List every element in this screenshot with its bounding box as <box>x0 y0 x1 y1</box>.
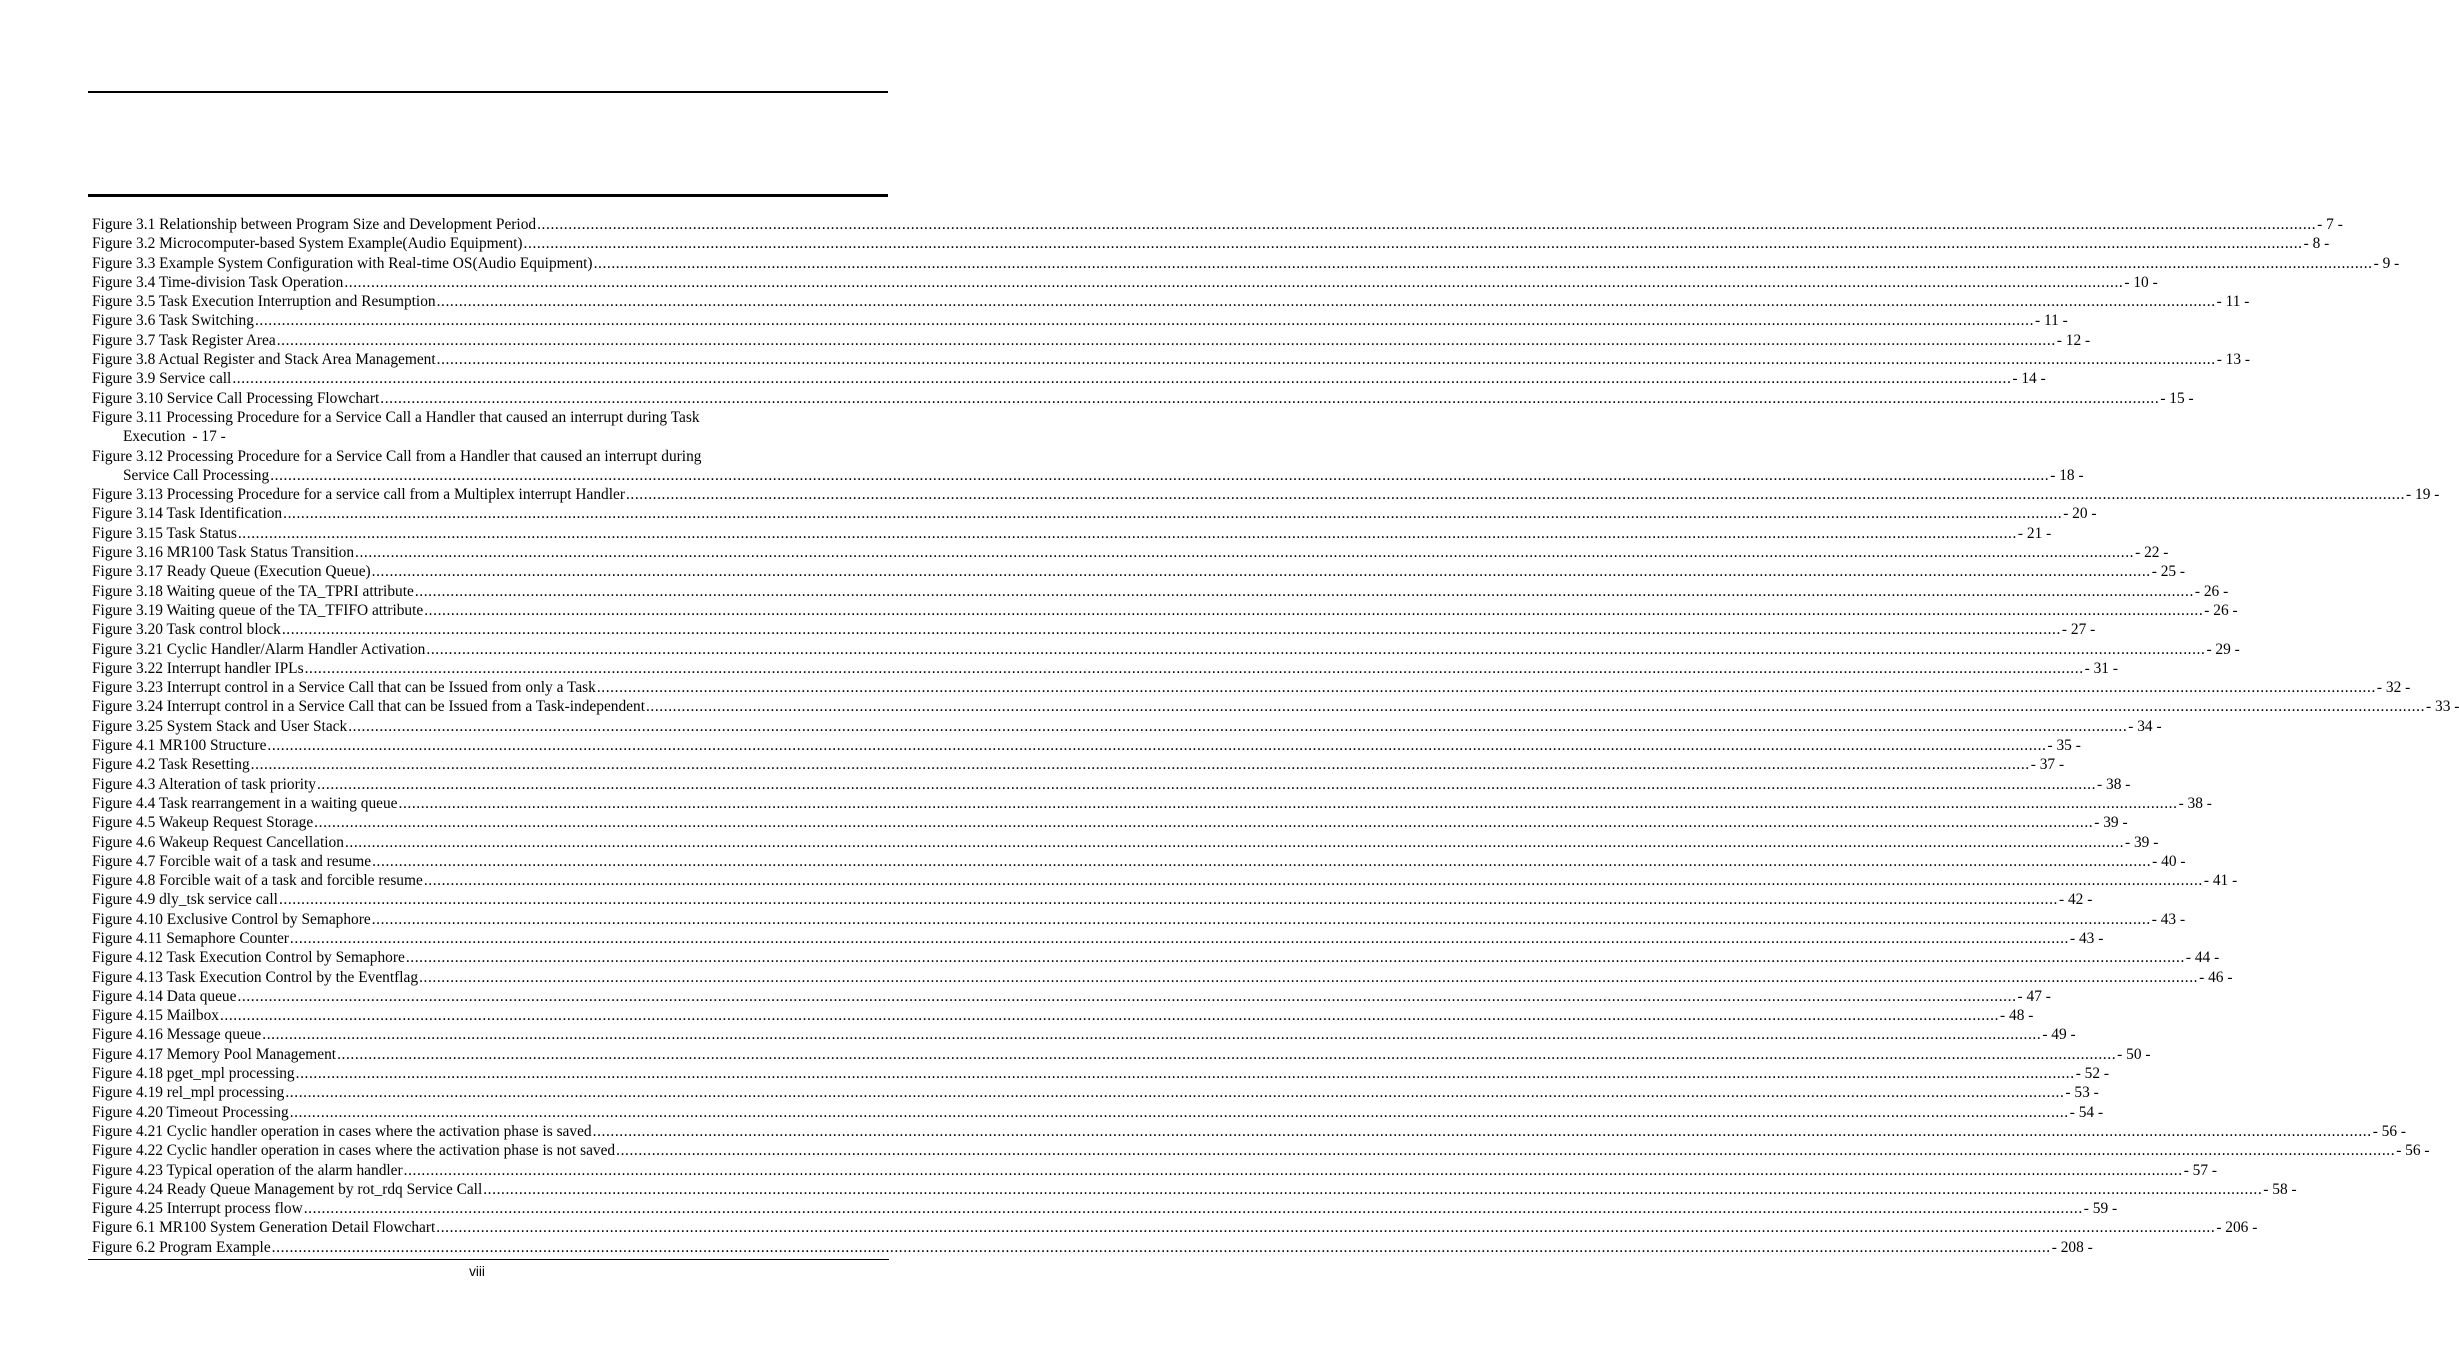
toc-entry[interactable] <box>92 389 2194 408</box>
toc-entry[interactable] <box>92 408 817 447</box>
toc-entry-page: - 10 - <box>2124 273 2158 291</box>
toc-entry[interactable] <box>92 543 2169 562</box>
toc-entry-page: - 53 - <box>2065 1084 2099 1102</box>
dot-leader: ................................................................................................................................................................................................................................................................................................................................................................................................................ <box>414 582 2194 600</box>
dot-leader: ................................................................................................................................................................................................................................................................................................................................................................................................................ <box>303 1200 2083 1218</box>
toc-entry[interactable] <box>92 447 2084 486</box>
toc-entry-page: - 7 - <box>2317 216 2343 233</box>
toc-entry-page: - 29 - <box>2206 640 2240 658</box>
toc-entry[interactable] <box>92 350 2251 369</box>
toc-entry-title: Figure 3.16 MR100 Task Status Transition <box>92 544 355 562</box>
dot-leader: ................................................................................................................................................................................................................................................................................................................................................................................................................ <box>592 1122 2372 1140</box>
toc-entry[interactable] <box>92 852 2186 871</box>
toc-entry-title: Figure 3.22 Interrupt handler IPLs <box>92 659 304 677</box>
toc-entry-page: - 9 - <box>2373 254 2400 272</box>
toc-entry-page: - 26 - <box>2204 601 2238 619</box>
toc-entry-title: Figure 4.9 dly_tsk service call <box>92 891 278 909</box>
toc-entry-page: - 38 - <box>2178 794 2212 812</box>
dot-leader: ................................................................................................................................................................................................................................................................................................................................................................................................................ <box>380 389 2160 407</box>
dot-leader: ................................................................................................................................................................................................................................................................................................................................................................................................................ <box>250 756 2030 774</box>
toc-entry-title: Figure 4.22 Cyclic handler operation in cases where the activation phase is not saved <box>92 1142 616 1160</box>
toc-entry-page: - 11 - <box>2216 293 2250 311</box>
toc-entry-title: Figure 3.19 Waiting queue of the TA_TFIFO attribute <box>92 601 424 619</box>
toc-entry-page: - 33 - <box>2426 698 2459 716</box>
toc-entry[interactable] <box>92 311 2068 330</box>
toc-entry-page: - 12 - <box>2056 331 2091 349</box>
toc-entry-title: Figure 4.24 Ready Queue Management by rot_rdq Service Call <box>92 1180 483 1198</box>
toc-entry-title: Figure 4.17 Memory Pool Management <box>92 1045 337 1063</box>
dot-leader: ................................................................................................................................................................................................................................................................................................................................................................................................................ <box>355 544 2135 562</box>
dot-leader: ................................................................................................................................................................................................................................................................................................................................................................................................................ <box>344 273 2124 291</box>
toc-entry-page: - 47 - <box>2017 987 2051 1005</box>
toc-entry-page: - 56 - <box>2372 1122 2407 1140</box>
dot-leader: ................................................................................................................................................................................................................................................................................................................................................................................................................ <box>436 293 2216 311</box>
dot-leader: ................................................................................................................................................................................................................................................................................................................................................................................................................ <box>403 1161 2183 1179</box>
toc-entry[interactable] <box>92 755 2065 774</box>
dot-leader: ................................................................................................................................................................................................................................................................................................................................................................................................................ <box>295 1065 2075 1083</box>
toc-entry[interactable] <box>92 1141 2430 1160</box>
toc-entry-title: Figure 6.1 MR100 System Generation Detail Flowchart <box>92 1219 436 1237</box>
dot-leader: ................................................................................................................................................................................................................................................................................................................................................................................................................ <box>289 1103 2069 1121</box>
dot-leader: ................................................................................................................................................................................................................................................................................................................................................................................................................ <box>270 466 2050 484</box>
toc-entry-title: Figure 3.2 Microcomputer-based System Example(Audio Equipment) <box>92 235 523 253</box>
toc-entry[interactable] <box>92 659 2118 678</box>
toc-entry[interactable] <box>92 640 2240 659</box>
toc-entry-page: - 41 - <box>2203 872 2238 890</box>
toc-entry[interactable] <box>92 620 2096 639</box>
dot-leader: ................................................................................................................................................................................................................................................................................................................................................................................................................ <box>237 987 2017 1005</box>
toc-entry-page: - 40 - <box>2152 852 2186 870</box>
dot-leader: ................................................................................................................................................................................................................................................................................................................................................................................................................ <box>283 505 2063 523</box>
toc-entry-title: Figure 4.19 rel_mpl processing <box>92 1084 285 1102</box>
toc-entry-page: - 50 - <box>2117 1045 2151 1063</box>
toc-entry-title: Figure 4.18 pget_mpl processing <box>92 1065 295 1083</box>
toc-entry-title: Figure 4.3 Alteration of task priority <box>92 775 316 793</box>
dot-leader: ................................................................................................................................................................................................................................................................................................................................................................................................................ <box>304 659 2084 677</box>
toc-entry-title: Figure 3.14 Task Identification <box>92 505 283 523</box>
toc-entry[interactable] <box>92 678 2411 697</box>
toc-entry-title: Figure 4.4 Task rearrangement in a waiting queue <box>92 794 398 812</box>
toc-entry[interactable] <box>92 736 2081 755</box>
toc-entry[interactable] <box>92 273 2158 292</box>
toc-entry-page: - 37 - <box>2030 756 2065 774</box>
dot-leader: ................................................................................................................................................................................................................................................................................................................................................................................................................ <box>424 601 2204 619</box>
dot-leader: ................................................................................................................................................................................................................................................................................................................................................................................................................ <box>237 524 2017 542</box>
toc-entry[interactable] <box>92 1083 2099 1102</box>
toc-entry[interactable] <box>92 1103 2104 1122</box>
toc-entry[interactable] <box>92 871 2238 890</box>
toc-entry[interactable] <box>92 331 2091 350</box>
dot-leader: ................................................................................................................................................................................................................................................................................................................................................................................................................ <box>262 1026 2042 1044</box>
toc-entry-page: - 18 - <box>2050 466 2084 484</box>
dot-leader: ................................................................................................................................................................................................................................................................................................................................................................................................................ <box>625 486 2406 504</box>
toc-entry-title: Figure 3.3 Example System Configuration with Real-time OS(Audio Equipment) <box>92 254 593 272</box>
toc-entry-page: - 43 - <box>2151 910 2186 928</box>
toc-entry-title: Figure 4.14 Data queue <box>92 987 237 1005</box>
toc-entry-page: - 15 - <box>2160 389 2194 407</box>
toc-entry[interactable] <box>92 1199 2118 1218</box>
toc-entry-page: - 49 - <box>2042 1026 2076 1044</box>
toc-entry-title: Figure 4.25 Interrupt process flow <box>92 1200 303 1218</box>
toc-entry-title: Figure 4.15 Mailbox <box>92 1007 219 1025</box>
toc-entry-page: - 13 - <box>2216 351 2251 369</box>
toc-entry-title: Figure 4.12 Task Execution Control by Semaphore <box>92 949 405 967</box>
toc-entry-title: Figure 4.11 Semaphore Counter <box>92 929 289 947</box>
toc-entry-title: Figure 4.13 Task Execution Control by the Eventflag <box>92 968 419 986</box>
dot-leader: ................................................................................................................................................................................................................................................................................................................................................................................................................ <box>371 910 2151 928</box>
toc-entry-page: - 35 - <box>2047 737 2081 755</box>
toc-entry[interactable] <box>92 833 2159 852</box>
toc-entry[interactable] <box>92 697 2459 716</box>
toc-entry[interactable] <box>92 369 2046 388</box>
toc-entry[interactable] <box>92 254 2400 273</box>
dot-leader: ................................................................................................................................................................................................................................................................................................................................................................................................................ <box>337 1045 2117 1063</box>
toc-entry-title: Figure 3.15 Task Status <box>92 524 237 542</box>
toc-entry-title-line2: Execution <box>123 428 186 446</box>
dot-leader: ................................................................................................................................................................................................................................................................................................................................................................................................................ <box>276 331 2056 349</box>
toc-entry[interactable] <box>92 1161 2218 1180</box>
dot-leader: ................................................................................................................................................................................................................................................................................................................................................................................................................ <box>267 737 2047 755</box>
toc-entry-page: - 57 - <box>2183 1161 2218 1179</box>
dot-leader: ................................................................................................................................................................................................................................................................................................................................................................................................................ <box>483 1180 2263 1198</box>
dot-leader: ................................................................................................................................................................................................................................................................................................................................................................................................................ <box>405 949 2185 967</box>
toc-entry-title: Figure 3.5 Task Execution Interruption and Resumption <box>92 293 436 311</box>
toc-entry-page: - 208 - <box>2051 1238 2093 1256</box>
toc-entry-title-line1: Figure 3.12 Processing Procedure for a Service Call from a Handler that caused an interrupt during <box>92 447 702 465</box>
toc-entry-title: Figure 3.23 Interrupt control in a Service Call that can be Issued from only a Task <box>92 679 596 697</box>
dot-leader: ................................................................................................................................................................................................................................................................................................................................................................................................................ <box>436 351 2216 369</box>
toc-entry[interactable] <box>92 1238 2093 1257</box>
dot-leader: ................................................................................................................................................................................................................................................................................................................................................................................................................ <box>289 929 2069 947</box>
toc-entry-title: Figure 3.4 Time-division Task Operation <box>92 273 344 291</box>
toc-entry[interactable] <box>92 890 2093 909</box>
toc-entry-title: Figure 3.9 Service call <box>92 370 232 388</box>
toc-entry-title: Figure 3.8 Actual Register and Stack Area Management <box>92 351 436 369</box>
toc-entry-page: - 56 - <box>2396 1142 2430 1160</box>
toc-entry-page: - 48 - <box>2000 1007 2034 1025</box>
toc-entry[interactable] <box>92 910 2186 929</box>
dot-leader: ................................................................................................................................................................................................................................................................................................................................................................................................................ <box>314 814 2094 832</box>
toc-entry-title: Figure 3.18 Waiting queue of the TA_TPRI attribute <box>92 582 414 600</box>
toc-entry-page: - 54 - <box>2069 1103 2104 1121</box>
toc-entry-page: - 46 - <box>2199 968 2233 986</box>
toc-entry-page: - 21 - <box>2017 524 2052 542</box>
dot-leader: ................................................................................................................................................................................................................................................................................................................................................................................................................ <box>419 968 2199 986</box>
toc-entry-title: Figure 3.1 Relationship between Program Size and Development Period <box>92 216 537 233</box>
page-number: viii <box>469 1264 485 1279</box>
toc-entry[interactable] <box>92 717 2162 736</box>
dot-leader: ................................................................................................................................................................................................................................................................................................................................................................................................................ <box>372 852 2152 870</box>
toc-entry[interactable] <box>92 987 2051 1006</box>
toc-entry-page: - 17 - <box>192 428 226 446</box>
dot-leader: ................................................................................................................................................................................................................................................................................................................................................................................................................ <box>348 717 2128 735</box>
toc-entry-title: Figure 3.21 Cyclic Handler/Alarm Handler Activation <box>92 640 426 658</box>
toc-entry-title: Figure 4.1 MR100 Structure <box>92 737 267 755</box>
toc-entry[interactable] <box>92 794 2212 813</box>
dot-leader: ................................................................................................................................................................................................................................................................................................................................................................................................................ <box>271 1238 2051 1256</box>
toc-entry-title: Figure 4.2 Task Resetting <box>92 756 250 774</box>
dot-leader: ................................................................................................................................................................................................................................................................................................................................................................................................................ <box>398 794 2178 812</box>
toc-entry-page: - 59 - <box>2083 1200 2118 1218</box>
toc-entry[interactable] <box>92 775 2131 794</box>
toc-entry-title: Figure 4.23 Typical operation of the alarm handler <box>92 1161 403 1179</box>
toc-entry[interactable] <box>92 601 2238 620</box>
toc-entry-title: Figure 3.7 Task Register Area <box>92 331 276 349</box>
toc-entry[interactable] <box>92 948 2220 967</box>
toc-entry[interactable] <box>92 485 2440 504</box>
toc-entry-page: - 11 - <box>2035 312 2068 330</box>
header-rule <box>88 194 888 197</box>
dot-leader: ................................................................................................................................................................................................................................................................................................................................................................................................................ <box>344 833 2125 851</box>
toc-entry-title: Figure 3.25 System Stack and User Stack <box>92 717 348 735</box>
toc-entry-page: - 58 - <box>2263 1180 2297 1198</box>
toc-entry[interactable] <box>92 1006 2034 1025</box>
list-of-figures <box>92 215 2459 1257</box>
toc-entry[interactable] <box>92 582 2229 601</box>
toc-entry-title: Figure 4.5 Wakeup Request Storage <box>92 814 314 832</box>
toc-entry-page: - 20 - <box>2063 505 2097 523</box>
toc-entry-page: - 43 - <box>2069 929 2104 947</box>
toc-entry[interactable] <box>92 524 2052 543</box>
toc-entry-title: Figure 4.20 Timeout Processing <box>92 1103 289 1121</box>
toc-entry-page: - 8 - <box>2303 235 2330 253</box>
toc-entry-page: - 38 - <box>2097 775 2131 793</box>
toc-entry-title: Figure 3.13 Processing Procedure for a service call from a Multiplex interrupt Handler <box>92 486 625 504</box>
toc-entry-title: Figure 6.2 Program Example <box>92 1238 271 1256</box>
toc-entry[interactable] <box>92 1045 2151 1064</box>
dot-leader: ................................................................................................................................................................................................................................................................................................................................................................................................................ <box>371 563 2151 581</box>
dot-leader: ................................................................................................................................................................................................................................................................................................................................................................................................................ <box>436 1219 2216 1237</box>
toc-entry-page: - 19 - <box>2406 486 2440 504</box>
toc-entry-page: - 32 - <box>2376 679 2411 697</box>
toc-entry-title: Figure 3.24 Interrupt control in a Service Call that can be Issued from a Task-independent <box>92 698 645 716</box>
dot-leader: ................................................................................................................................................................................................................................................................................................................................................................................................................ <box>426 640 2206 658</box>
toc-entry-title: Figure 4.10 Exclusive Control by Semaphore <box>92 910 371 928</box>
toc-entry[interactable] <box>92 1122 2407 1141</box>
toc-entry[interactable] <box>92 504 2097 523</box>
toc-entry[interactable] <box>92 1064 2110 1083</box>
toc-entry-page: - 34 - <box>2128 717 2162 735</box>
toc-entry-page: - 52 - <box>2075 1065 2110 1083</box>
toc-entry-title: Figure 3.20 Task control block <box>92 621 281 639</box>
toc-entry-title: Figure 4.6 Wakeup Request Cancellation <box>92 833 344 851</box>
toc-entry-page: - 31 - <box>2084 659 2118 677</box>
toc-entry[interactable] <box>92 1218 2258 1237</box>
dot-leader: ................................................................................................................................................................................................................................................................................................................................................................................................................ <box>596 679 2376 697</box>
toc-entry[interactable] <box>92 813 2128 832</box>
dot-leader: ................................................................................................................................................................................................................................................................................................................................................................................................................ <box>523 235 2303 253</box>
top-rule <box>88 91 888 93</box>
toc-entry-title: Figure 3.10 Service Call Processing Flowchart <box>92 389 380 407</box>
toc-entry-title: Figure 4.16 Message queue <box>92 1026 262 1044</box>
toc-entry[interactable] <box>92 292 2250 311</box>
dot-leader: ................................................................................................................................................................................................................................................................................................................................................................................................................ <box>645 698 2426 716</box>
toc-entry-title: Figure 3.17 Ready Queue (Execution Queue) <box>92 563 371 581</box>
footer-rule <box>88 1259 889 1260</box>
dot-leader: ................................................................................................................................................................................................................................................................................................................................................................................................................ <box>537 216 2317 233</box>
dot-leader: ................................................................................................................................................................................................................................................................................................................................................................................................................ <box>616 1142 2396 1160</box>
toc-entry-page: - 39 - <box>2094 814 2128 832</box>
toc-entry[interactable] <box>92 968 2233 987</box>
toc-entry[interactable] <box>92 562 2186 581</box>
toc-entry-page: - 44 - <box>2185 949 2220 967</box>
toc-entry[interactable] <box>92 1180 2297 1199</box>
toc-entry-page: - 25 - <box>2151 563 2186 581</box>
dot-leader: ................................................................................................................................................................................................................................................................................................................................................................................................................ <box>285 1084 2065 1102</box>
toc-entry-page: - 42 - <box>2059 891 2093 909</box>
toc-entry-page: - 27 - <box>2061 621 2096 639</box>
dot-leader: ................................................................................................................................................................................................................................................................................................................................................................................................................ <box>281 621 2061 639</box>
toc-entry-title: Figure 4.7 Forcible wait of a task and resume <box>92 852 372 870</box>
dot-leader: ................................................................................................................................................................................................................................................................................................................................................................................................................ <box>423 872 2203 890</box>
toc-entry-page: - 206 - <box>2216 1219 2258 1237</box>
toc-entry[interactable] <box>92 1025 2076 1044</box>
toc-entry-title: Figure 4.8 Forcible wait of a task and forcible resume <box>92 872 423 890</box>
dot-leader: ................................................................................................................................................................................................................................................................................................................................................................................................................ <box>219 1007 2000 1025</box>
toc-entry[interactable] <box>92 234 2330 253</box>
dot-leader: ................................................................................................................................................................................................................................................................................................................................................................................................................ <box>593 254 2373 272</box>
toc-entry[interactable] <box>92 929 2104 948</box>
toc-entry-title-line2: Service Call Processing <box>123 466 270 484</box>
toc-entry-title: Figure 4.21 Cyclic handler operation in cases where the activation phase is saved <box>92 1122 592 1140</box>
toc-entry-page: - 14 - <box>2012 370 2046 388</box>
dot-leader: ................................................................................................................................................................................................................................................................................................................................................................................................................ <box>254 312 2035 330</box>
dot-leader: ................................................................................................................................................................................................................................................................................................................................................................................................................ <box>232 370 2012 388</box>
dot-leader: ................................................................................................................................................................................................................................................................................................................................................................................................................ <box>316 775 2097 793</box>
toc-entry-page: - 39 - <box>2125 833 2159 851</box>
toc-entry-page: - 26 - <box>2194 582 2229 600</box>
toc-entry[interactable] <box>92 215 2343 234</box>
dot-leader: ................................................................................................................................................................................................................................................................................................................................................................................................................ <box>278 891 2058 909</box>
toc-entry-page: - 22 - <box>2135 544 2169 562</box>
toc-entry-title-line1: Figure 3.11 Processing Procedure for a Service Call a Handler that caused an interrupt during Task <box>92 408 700 426</box>
toc-entry-title: Figure 3.6 Task Switching <box>92 312 254 330</box>
